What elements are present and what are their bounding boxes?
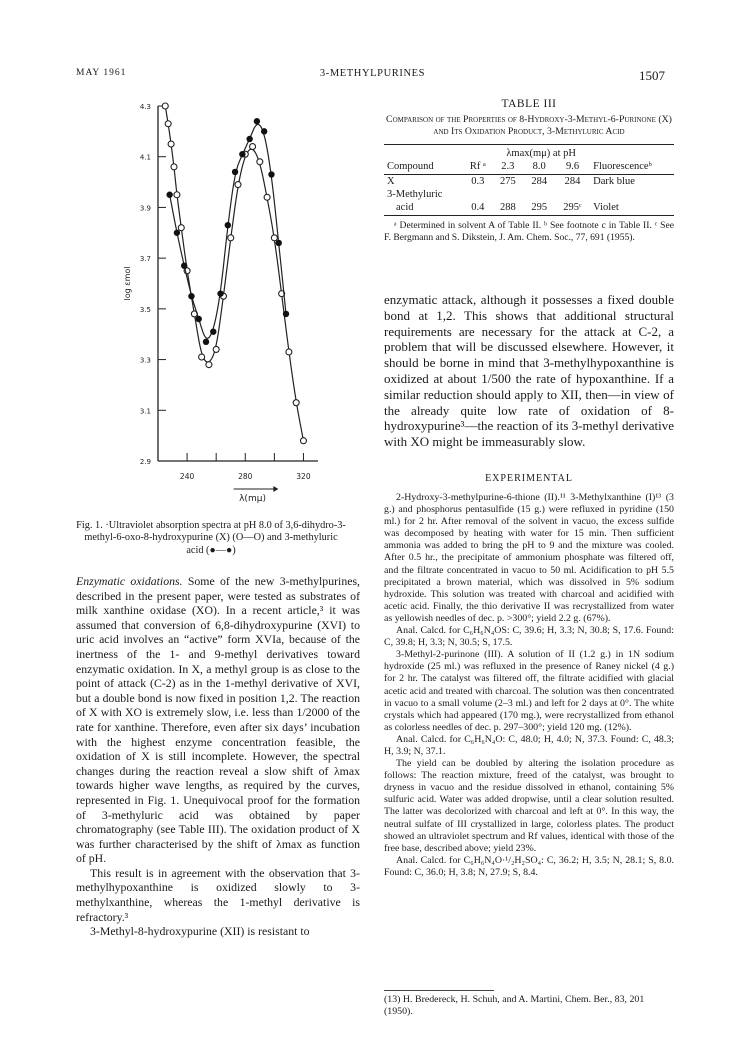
y-tick-label: 3.3 — [139, 356, 151, 365]
open-circle-point — [168, 141, 174, 147]
table-column-header: Rf ᵃ — [464, 160, 493, 175]
paragraph-text: This result is in agreement with the observation that 3-methylhypoxanthine is oxidized slowly to 3-methylxanthine, whereas the 1-methyl derivative is refractory.³ — [76, 865, 360, 924]
body-paragraph — [76, 866, 360, 924]
series-line-2 — [170, 124, 286, 338]
open-circle-point — [250, 144, 256, 150]
paragraph-text: 3-Methyl-8-hydroxypurine (XII) is resistant to — [90, 924, 310, 939]
filled-circle-point — [174, 230, 180, 236]
filled-circle-point — [261, 128, 267, 134]
filled-circle-point — [254, 118, 260, 124]
filled-circle-point — [188, 293, 194, 299]
table-cell — [524, 188, 555, 201]
footnote-rule — [384, 990, 494, 991]
filled-circle-point — [196, 316, 202, 322]
y-tick-label: 3.7 — [139, 255, 151, 264]
table-column-header: Compound — [384, 160, 464, 175]
table-title: TABLE III — [501, 98, 557, 110]
experimental-paragraph: 2-Hydroxy-3-methylpurine-6-thione (II).¹¹ 3-Methylxanthine (I)¹³ (3 g.) and phosphorus pentasulfide (15 g.) were refluxed in pyridine (150 ml.) for 2 hr. After removal of the solvent in vacuo, the excess sulfide was decomposed by heating with water for 15 min. Then sufficient ammonia was added to bring the pH to 9 and the mixture was cooled. After 0.5 hr., the precipitate of ammonium phosphate was filtered off, and the filtrate concentrated in vacuo to 50 ml. Acidification to pH 5.5 precipitated a brown material, which was dissolved in 5% sodium hydroxide. This solution was treated with charcoal and acidified with acetic acid. Finally, the thio derivative II was recrystallized from water as yellowish needles of dec. p. >300°; yield 2.2 g. (67%). — [384, 492, 674, 624]
filled-circle-point — [210, 328, 216, 334]
x-tick-label: 280 — [238, 472, 253, 481]
x-tick-label: 240 — [179, 472, 195, 481]
table-cell: 295 — [524, 201, 555, 216]
open-circle-point — [165, 121, 171, 127]
filled-circle-point — [268, 171, 274, 177]
table-cell — [492, 188, 523, 201]
y-tick-label: 4.1 — [139, 153, 151, 162]
experimental-paragraph: Anal. Calcd. for C₆H₆N₄O·¹/₂H₂SO₄: C, 36.2; H, 3.5; N, 28.1; S, 8.0. Found: C, 36.0; H, 3.8; N, 27.9; S, 8.4. — [384, 854, 674, 878]
figure-caption: Fig. 1. ·Ultraviolet absorption spectra at pH 8.0 of 3,6-dihydro-3-methyl-6-oxo-8-hydroxypurine (X) (O—O) and 3-methyluric acid (●—●) — [76, 520, 346, 556]
table-column-header: 2.3 — [492, 160, 523, 175]
filled-circle-point — [239, 151, 245, 157]
x-axis-arrowhead — [273, 486, 278, 492]
table-row — [384, 175, 674, 189]
table-cell: 288 — [492, 201, 523, 216]
properties-table — [384, 144, 674, 216]
y-tick-label: 2.9 — [139, 458, 151, 466]
open-circle-point — [162, 103, 168, 109]
filled-circle-point — [166, 192, 172, 198]
open-circle-point — [178, 225, 184, 231]
open-circle-point — [199, 354, 205, 360]
right-column-body: enzymatic attack, although it possesses a fixed double bond at 1,2. This shows that additional structural requirements are necessary for the attack at C-2, a problem that will be discussed elsewhere. However, it should be borne in mind that 3-methylhypoxanthine is oxidized at about 1/500 the rate of hypoxanthine. If a similar reduction should apply to XII, then—in view of the already quite low rate of oxidation of 8-hydroxypurine³—the reaction of its 3-methyl derivative with XO might be immeasurably slow. — [384, 292, 674, 450]
paragraph-text: Some of the new 3-methylpurines, described in the present paper, were tested as substrates of milk xanthine oxidase (XO). In a recent article,³ it was assumed that conversion of 6,8-dihydroxypurine (XVI) to uric acid involves an “active” form XVIa, because of the inertness of the 1- and 9-methyl derivatives toward enzymatic oxidation. In X, a methyl group is as close to the point of attack (C-2) as in the 1-methyl derivative of XVI, but a double bond is now fixed in position 1,2. The reaction of X with XO is extremely slow, i.e. less than 1/2000 of the rate for xanthine. Therefore, even after six days’ incubation with the highest enzyme concentration feasible, the oxidation of X is still incomplete. However, the spectral changes during the reaction reveal a slow shift of λmax towards higher wave lengths, as required by the curves, represented in Fig. 1. Unequivocal proof for the formation of 3-methyluric acid was obtained by paper chromatography (see Table III). The oxidation product of X was further characterised by the shift of λmax as function of pH. — [76, 574, 360, 866]
open-circle-point — [286, 349, 292, 355]
y-tick-label: 3.1 — [139, 407, 151, 416]
table-cell: 0.4 — [464, 201, 493, 216]
table-cell: 3-Methyluric — [387, 189, 443, 200]
uv-absorption-chart — [118, 96, 348, 516]
body-paragraph — [76, 924, 360, 939]
experimental-paragraph: 3-Methyl-2-purinone (III). A solution of II (1.2 g.) in 1N sodium hydroxide (25 ml.) was refluxed in the presence of Raney nickel (4 g.) for 2 hr. The catalyst was filtered off, the filtrate acidified with glacial acetic acid and treated with charcoal. The solution was then concentrated in vacuo to a small volume (2–3 ml.) and left for 2 days at 0°. The white crystals which had appeared (170 mg.), were recrystallized from ethanol as colorless needles of dec. p. 297–300°; yield 120 mg. (12%). — [384, 649, 674, 733]
table-cell — [590, 188, 674, 201]
y-axis-label: log εmol — [123, 266, 132, 301]
table-cell — [464, 188, 493, 201]
table-cell: 275 — [499, 176, 516, 187]
table-cell: 0.3 — [471, 176, 485, 187]
filled-circle-point — [276, 240, 282, 246]
footnote: (13) H. Bredereck, H. Schuh, and A. Martini, Chem. Ber., 83, 201 (1950). — [384, 994, 645, 1017]
y-tick-label: 3.9 — [139, 204, 151, 213]
open-circle-point — [300, 438, 306, 444]
filled-circle-point — [225, 222, 231, 228]
x-axis-label: λ(mμ) — [239, 494, 266, 504]
open-circle-point — [206, 362, 212, 368]
filled-circle-point — [283, 311, 289, 317]
page-number: 1507 — [639, 68, 665, 83]
table-cell — [555, 188, 590, 201]
y-tick-label: 3.5 — [139, 305, 151, 314]
open-circle-point — [171, 164, 177, 170]
body-paragraph — [76, 574, 360, 866]
table-cell: 284 — [531, 176, 548, 187]
open-circle-point — [235, 182, 241, 188]
filled-circle-point — [181, 263, 187, 269]
experimental-heading: EXPERIMENTAL — [485, 473, 573, 484]
open-circle-point — [228, 235, 234, 241]
x-tick-label: 320 — [296, 472, 311, 481]
filled-circle-point — [246, 136, 252, 142]
table-column-header: 8.0 — [524, 160, 555, 175]
running-header-date: MAY 1961 — [76, 68, 127, 78]
table-cell: Violet — [590, 201, 674, 216]
filled-circle-point — [203, 339, 209, 345]
uv-absorption-figure — [118, 96, 348, 516]
experimental-paragraph: Anal. Calcd. for C₆H₆N₄O: C, 48.0; H, 4.0; N, 37.3. Found: C, 48.3; H, 3.9; N, 37.1. — [384, 733, 674, 757]
table-caption: Comparison of the Properties of 8-Hydroxy-3-Methyl-6-Purinone (X) and Its Oxidation Product, 3-Methyluric Acid — [386, 114, 672, 137]
table-iii — [384, 98, 674, 243]
table-cell: 295ᶜ — [555, 201, 590, 216]
table-cell: acid — [384, 201, 464, 216]
filled-circle-point — [232, 169, 238, 175]
running-header-title: 3-METHYLPURINES — [319, 68, 426, 79]
table-row — [384, 201, 674, 216]
open-circle-point — [174, 192, 180, 198]
open-circle-point — [213, 346, 219, 352]
table-column-header: 9.6 — [555, 160, 590, 175]
table-footnotes: ᵃ Determined in solvent A of Table II. ᵇ See footnote c in Table II. ᶜ See F. Bergmann and S. Dikstein, J. Am. Chem. Soc., 77, 691 (1955). — [384, 220, 674, 243]
open-circle-point — [257, 159, 263, 165]
table-row — [384, 188, 674, 201]
enzymatic-oxidations-section — [76, 574, 360, 939]
open-circle-point — [271, 235, 277, 241]
table-cell: Dark blue — [593, 176, 635, 187]
experimental-paragraph: The yield can be doubled by altering the isolation procedure as follows: The reaction mixture, freed of the catalyst, was brought to dryness in vacuo and the residue dissolved in ethanol, containing 5% sulfuric acid. Water was added dropwise, until a clear solution resulted. The latter was decolorized with charcoal and left at 0°. In this way, the neutral sulfate of III crystallized in large, colorless plates. The product showed an ultraviolet spectrum and Rf values, identical with those of the free base, described above; yield 23%. — [384, 758, 674, 854]
table-column-header: Fluorescenceᵇ — [590, 160, 674, 175]
table-cell: X — [387, 176, 395, 187]
experimental-paragraph: Anal. Calcd. for C₆H₆N₄OS: C, 39.6; H, 3.3; N, 30.8; S, 17.6. Found: C, 39.8; H, 3.3; N, 30.5; S, 17.5. — [384, 625, 674, 649]
open-circle-point — [264, 194, 270, 200]
experimental-section — [384, 492, 674, 879]
table-super-header: λmax(mμ) at pH — [506, 148, 576, 159]
filled-circle-point — [217, 290, 223, 296]
open-circle-point — [293, 400, 299, 406]
table-cell: 284 — [564, 176, 581, 187]
section-lead: Enzymatic oxidations. — [76, 574, 183, 588]
y-tick-label: 4.3 — [139, 103, 151, 111]
